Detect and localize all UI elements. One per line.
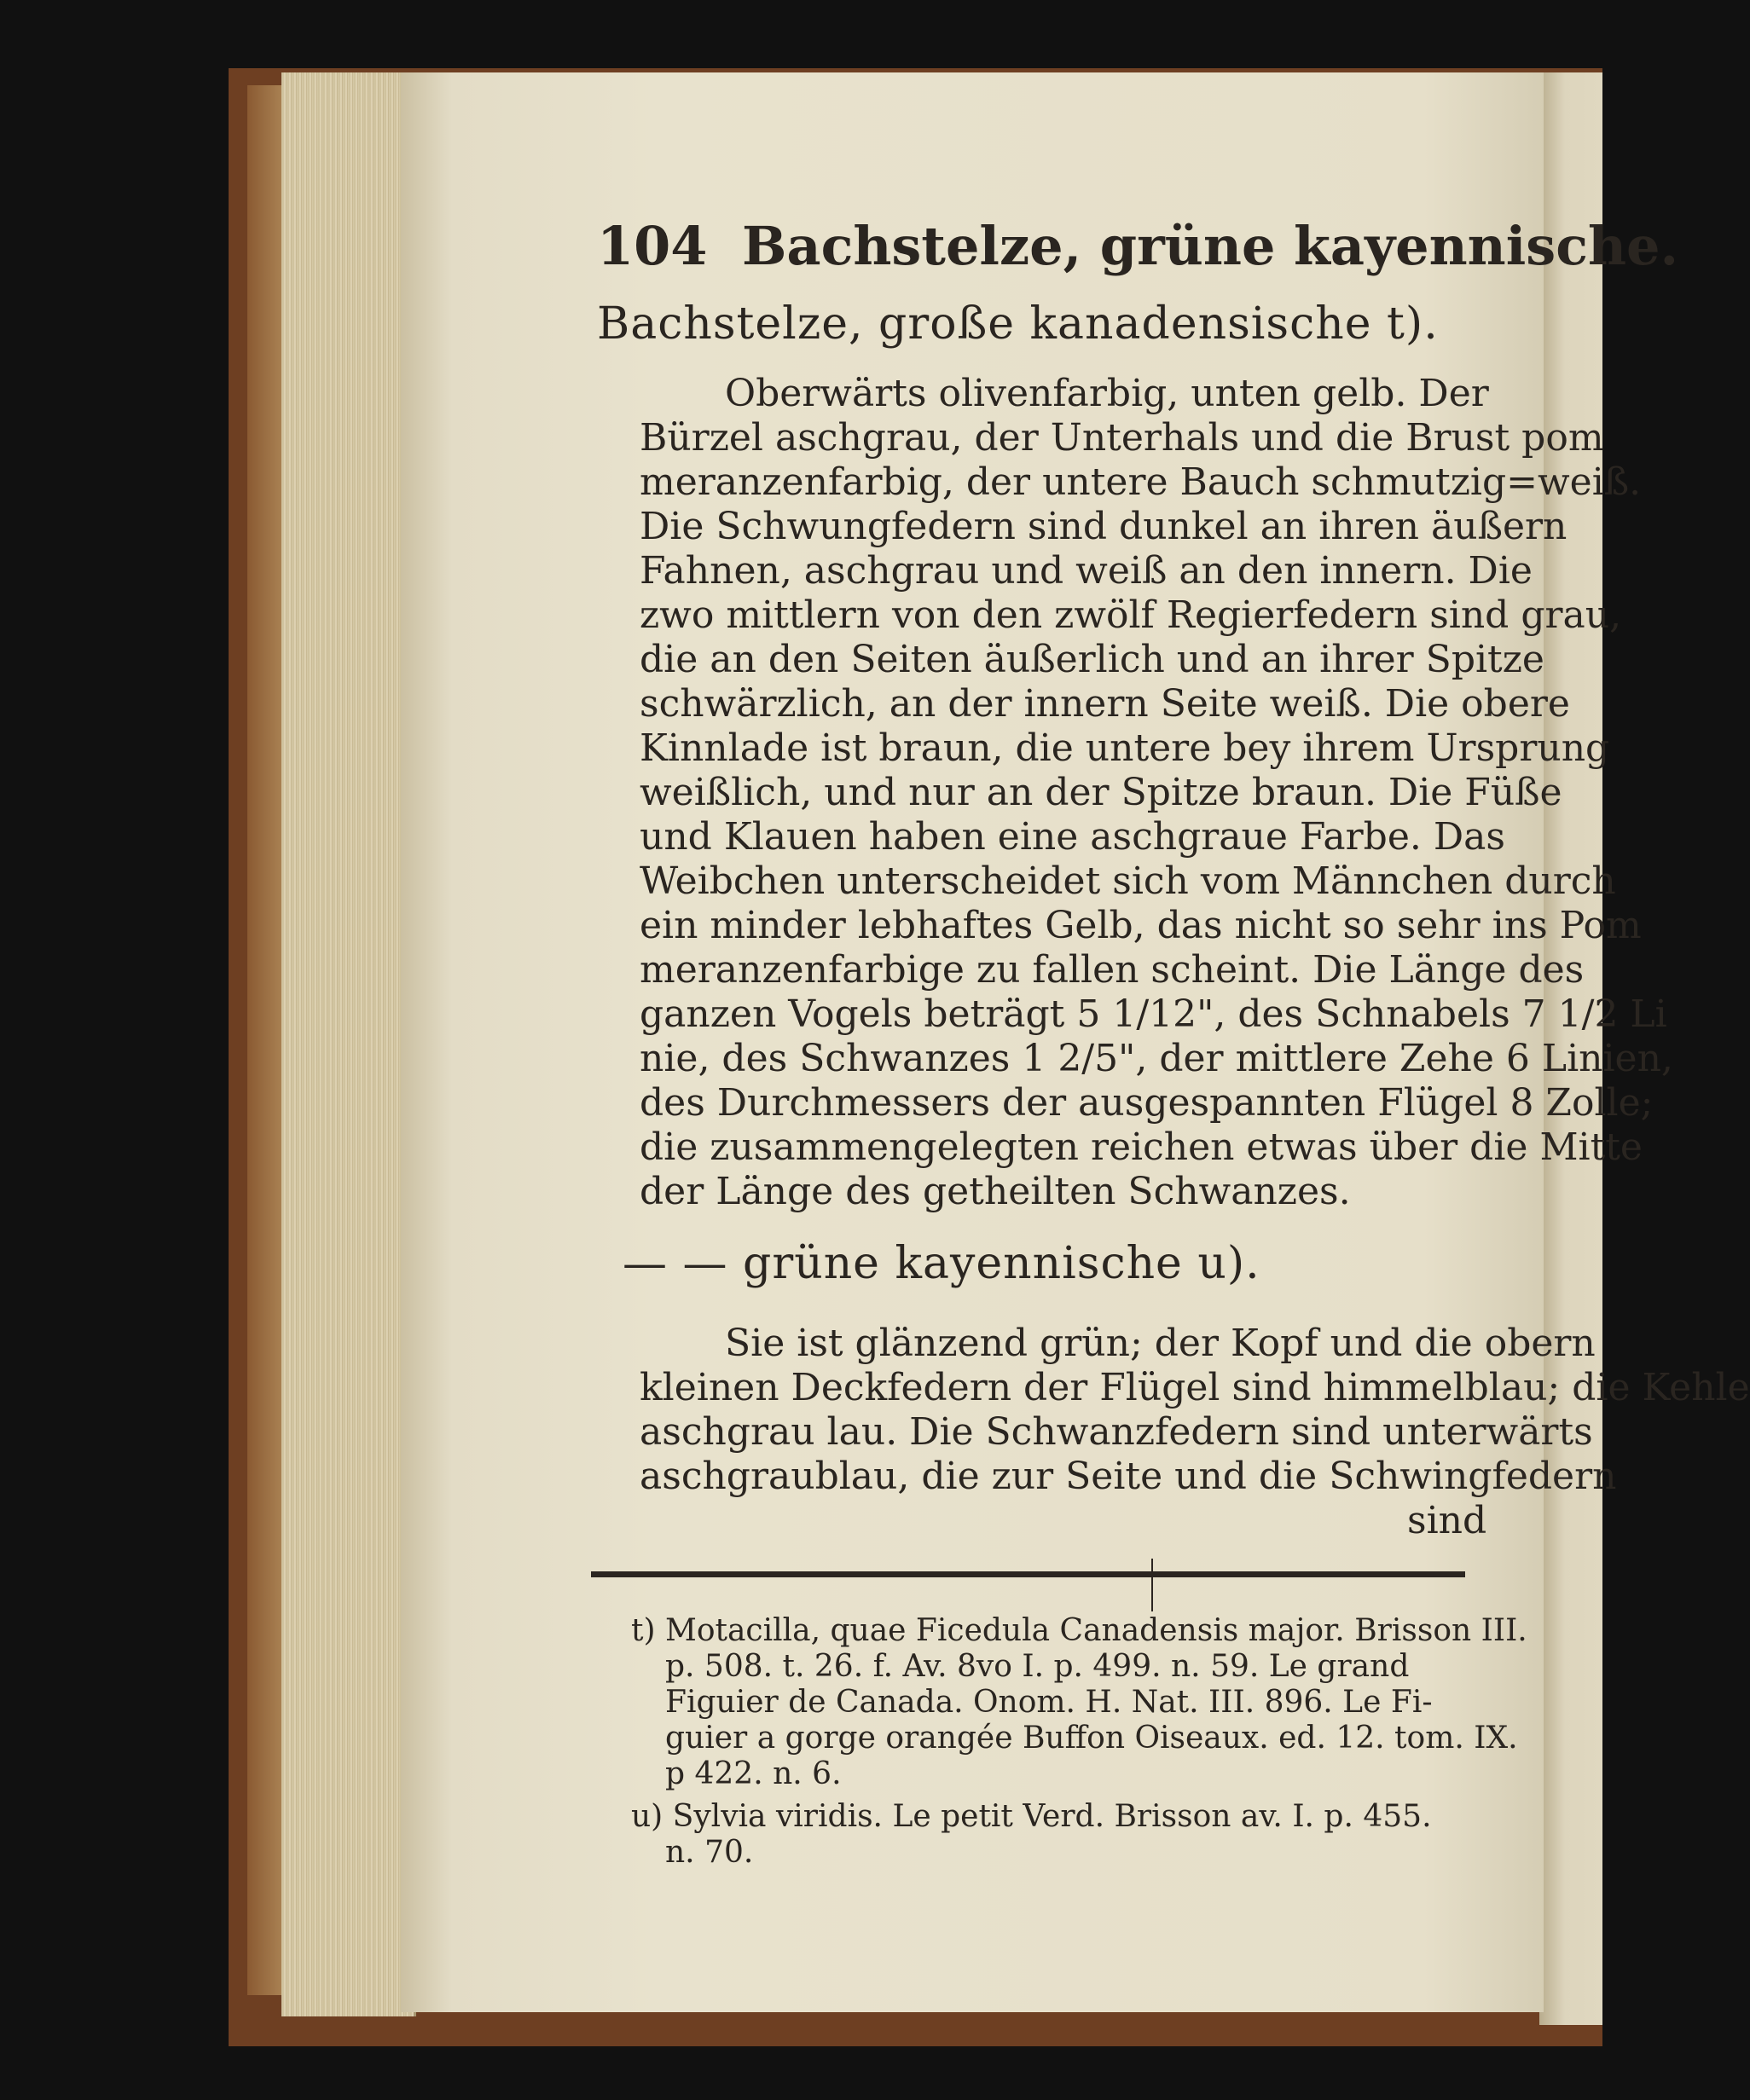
text-line: des Durchmessers der ausgespannten Flügel 8 Zolle; bbox=[640, 1081, 1654, 1125]
running-title: Bachstelze, grüne kayennische. bbox=[742, 215, 1679, 277]
text-line: aschgrau lau. Die Schwanzfedern sind unterwärts bbox=[640, 1410, 1593, 1454]
footnote-line: p 422. n. 6. bbox=[665, 1756, 842, 1791]
footnote-line: u) Sylvia viridis. Le petit Verd. Brisson av. I. p. 455. bbox=[631, 1799, 1432, 1834]
text-line: meranzenfarbige zu fallen scheint. Die Länge des bbox=[640, 948, 1585, 992]
text-line: ganzen Vogels beträgt 5 1/12", des Schnabels 7 1/2 Li bbox=[640, 992, 1667, 1036]
page-fore-edge bbox=[281, 72, 416, 2016]
text-line: ein minder lebhaftes Gelb, das nicht so sehr ins Pom bbox=[640, 904, 1642, 947]
footnote-line: p. 508. t. 26. f. Av. 8vo I. p. 499. n. 59. Le grand bbox=[665, 1649, 1410, 1684]
text-line: aschgraublau, die zur Seite und die Schwingfedern bbox=[640, 1455, 1617, 1498]
footnote-line: Figuier de Canada. Onom. H. Nat. III. 896. Le Fi- bbox=[665, 1685, 1433, 1720]
text-line: der Länge des getheilten Schwanzes. bbox=[640, 1170, 1351, 1213]
text-line: nie, des Schwanzes 1 2/5", der mittlere Zehe 6 Linien, bbox=[640, 1037, 1673, 1080]
entry-heading: — — grüne kayennische u). bbox=[623, 1238, 1260, 1289]
text-line: die an den Seiten äußerlich und an ihrer Spitze bbox=[640, 638, 1544, 681]
text-line: Weibchen unterscheidet sich vom Männchen durch bbox=[640, 859, 1616, 903]
text-line: weißlich, und nur an der Spitze braun. Die Füße bbox=[640, 771, 1562, 814]
page-number: 104 bbox=[597, 215, 708, 277]
footnote-line: t) Motacilla, quae Ficedula Canadensis major. Brisson III. bbox=[631, 1613, 1527, 1648]
text-line: schwärzlich, an der innern Seite weiß. Die obere bbox=[640, 682, 1570, 726]
footnote-line: guier a gorge orangée Buffon Oiseaux. ed. 12. tom. IX. bbox=[665, 1721, 1518, 1756]
text-line: die zusammengelegten reichen etwas über die Mitte bbox=[640, 1125, 1643, 1169]
footnote-line: n. 70. bbox=[665, 1835, 754, 1870]
text-line: Oberwärts olivenfarbig, unten gelb. Der bbox=[725, 372, 1489, 415]
rule-mark bbox=[1151, 1559, 1153, 1611]
text-line: Bürzel aschgrau, der Unterhals und die Brust pom bbox=[640, 416, 1604, 460]
text-line: meranzenfarbig, der untere Bauch schmutzig=weiß. bbox=[640, 460, 1642, 504]
text-line: Sie ist glänzend grün; der Kopf und die obern bbox=[725, 1322, 1596, 1365]
footnote-rule bbox=[591, 1571, 1465, 1577]
text-line: und Klauen haben eine aschgraue Farbe. Das bbox=[640, 815, 1505, 859]
catchword: sind bbox=[1407, 1499, 1487, 1542]
entry-heading: Bachstelze, große kanadensische t). bbox=[597, 298, 1439, 350]
text-line: zwo mittlern von den zwölf Regierfedern sind grau, bbox=[640, 593, 1622, 637]
text-line: Fahnen, aschgrau und weiß an den innern. Die bbox=[640, 549, 1533, 593]
text-line: kleinen Deckfedern der Flügel sind himmelblau; die Kehle bbox=[640, 1366, 1750, 1409]
text-line: Die Schwungfedern sind dunkel an ihren äußern bbox=[640, 505, 1567, 548]
text-line: Kinnlade ist braun, die untere bey ihrem Ursprung bbox=[640, 726, 1610, 770]
